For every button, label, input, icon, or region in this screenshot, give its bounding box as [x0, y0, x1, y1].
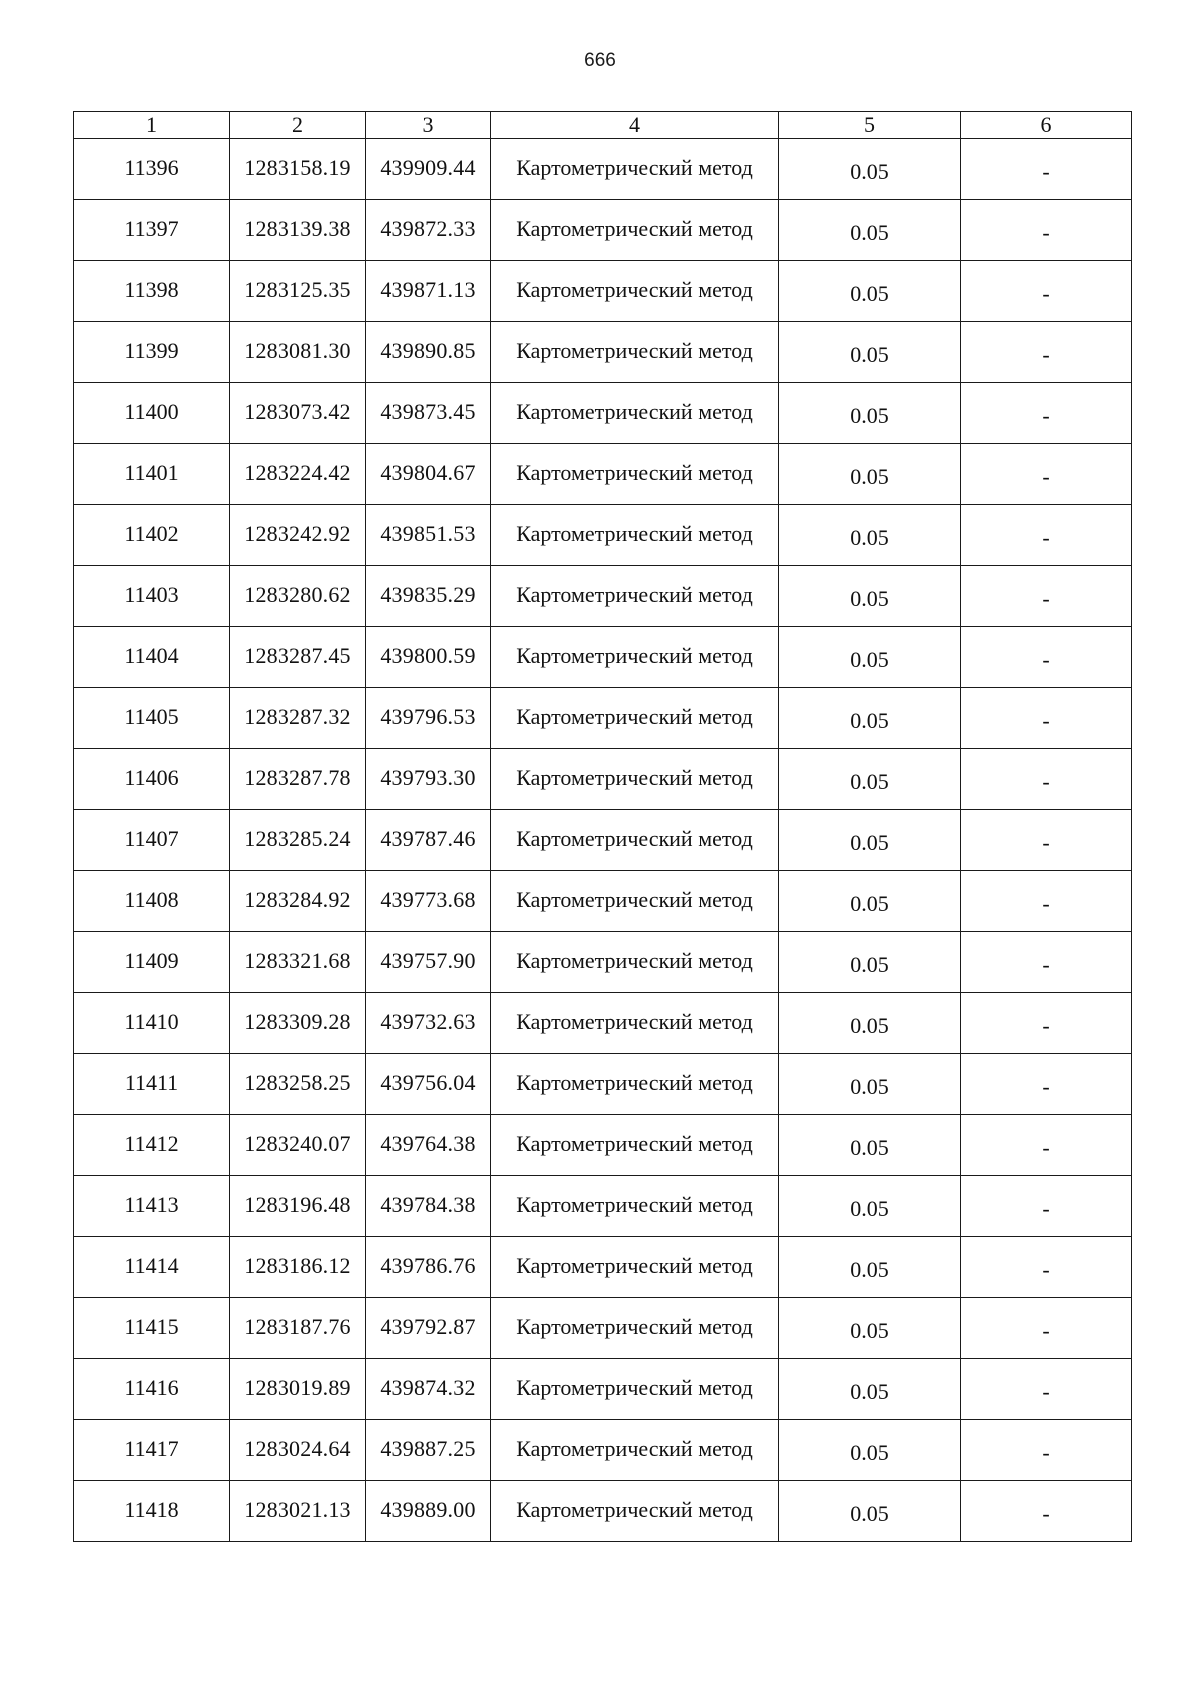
point-number-cell: 11418 — [74, 1481, 230, 1542]
x-coordinate-cell: 1283024.64 — [230, 1420, 366, 1481]
description-cell: - — [961, 1481, 1132, 1542]
table-row — [74, 871, 1132, 932]
point-number-cell: 11417 — [74, 1420, 230, 1481]
coordinates-table — [73, 111, 1132, 1542]
point-number-cell: 11415 — [74, 1298, 230, 1359]
table-row — [74, 1054, 1132, 1115]
y-coordinate-cell: 439732.63 — [366, 993, 491, 1054]
y-coordinate-cell: 439887.25 — [366, 1420, 491, 1481]
accuracy-cell: 0.05 — [779, 1115, 961, 1176]
y-coordinate-cell: 439756.04 — [366, 1054, 491, 1115]
x-coordinate-cell: 1283125.35 — [230, 261, 366, 322]
y-coordinate-cell: 439764.38 — [366, 1115, 491, 1176]
x-coordinate-cell: 1283309.28 — [230, 993, 366, 1054]
point-number-cell: 11408 — [74, 871, 230, 932]
table-row — [74, 1298, 1132, 1359]
x-coordinate-cell: 1283287.32 — [230, 688, 366, 749]
method-cell: Картометрический метод — [491, 505, 779, 566]
y-coordinate-cell: 439796.53 — [366, 688, 491, 749]
y-coordinate-cell: 439873.45 — [366, 383, 491, 444]
accuracy-cell: 0.05 — [779, 444, 961, 505]
x-coordinate-cell: 1283224.42 — [230, 444, 366, 505]
description-cell: - — [961, 566, 1132, 627]
description-cell: - — [961, 322, 1132, 383]
table-row — [74, 566, 1132, 627]
table-row — [74, 322, 1132, 383]
description-cell: - — [961, 749, 1132, 810]
description-cell: - — [961, 1176, 1132, 1237]
accuracy-cell: 0.05 — [779, 1054, 961, 1115]
x-coordinate-cell: 1283287.78 — [230, 749, 366, 810]
x-coordinate-cell: 1283186.12 — [230, 1237, 366, 1298]
accuracy-cell: 0.05 — [779, 627, 961, 688]
description-cell: - — [961, 1237, 1132, 1298]
point-number-cell: 11407 — [74, 810, 230, 871]
column-header-5: 5 — [779, 112, 961, 139]
column-header-2: 2 — [230, 112, 366, 139]
method-cell: Картометрический метод — [491, 749, 779, 810]
description-cell: - — [961, 993, 1132, 1054]
description-cell: - — [961, 871, 1132, 932]
point-number-cell: 11413 — [74, 1176, 230, 1237]
accuracy-cell: 0.05 — [779, 1481, 961, 1542]
description-cell: - — [961, 932, 1132, 993]
method-cell: Картометрический метод — [491, 322, 779, 383]
point-number-cell: 11403 — [74, 566, 230, 627]
point-number-cell: 11404 — [74, 627, 230, 688]
point-number-cell: 11416 — [74, 1359, 230, 1420]
table-row — [74, 139, 1132, 200]
method-cell: Картометрический метод — [491, 444, 779, 505]
description-cell: - — [961, 505, 1132, 566]
method-cell: Картометрический метод — [491, 1115, 779, 1176]
page-number: 666 — [584, 50, 616, 71]
x-coordinate-cell: 1283321.68 — [230, 932, 366, 993]
method-cell: Картометрический метод — [491, 993, 779, 1054]
x-coordinate-cell: 1283242.92 — [230, 505, 366, 566]
x-coordinate-cell: 1283158.19 — [230, 139, 366, 200]
point-number-cell: 11412 — [74, 1115, 230, 1176]
method-cell: Картометрический метод — [491, 1054, 779, 1115]
y-coordinate-cell: 439804.67 — [366, 444, 491, 505]
table-row — [74, 688, 1132, 749]
description-cell: - — [961, 810, 1132, 871]
accuracy-cell: 0.05 — [779, 810, 961, 871]
accuracy-cell: 0.05 — [779, 383, 961, 444]
x-coordinate-cell: 1283081.30 — [230, 322, 366, 383]
accuracy-cell: 0.05 — [779, 1237, 961, 1298]
x-coordinate-cell: 1283258.25 — [230, 1054, 366, 1115]
x-coordinate-cell: 1283280.62 — [230, 566, 366, 627]
x-coordinate-cell: 1283287.45 — [230, 627, 366, 688]
column-header-4: 4 — [491, 112, 779, 139]
method-cell: Картометрический метод — [491, 383, 779, 444]
description-cell: - — [961, 200, 1132, 261]
accuracy-cell: 0.05 — [779, 871, 961, 932]
x-coordinate-cell: 1283187.76 — [230, 1298, 366, 1359]
y-coordinate-cell: 439889.00 — [366, 1481, 491, 1542]
point-number-cell: 11411 — [74, 1054, 230, 1115]
point-number-cell: 11410 — [74, 993, 230, 1054]
accuracy-cell: 0.05 — [779, 505, 961, 566]
table-row — [74, 932, 1132, 993]
table-row — [74, 1420, 1132, 1481]
y-coordinate-cell: 439757.90 — [366, 932, 491, 993]
x-coordinate-cell: 1283285.24 — [230, 810, 366, 871]
point-number-cell: 11400 — [74, 383, 230, 444]
y-coordinate-cell: 439871.13 — [366, 261, 491, 322]
y-coordinate-cell: 439874.32 — [366, 1359, 491, 1420]
accuracy-cell: 0.05 — [779, 932, 961, 993]
method-cell: Картометрический метод — [491, 1298, 779, 1359]
point-number-cell: 11399 — [74, 322, 230, 383]
description-cell: - — [961, 1115, 1132, 1176]
table-row — [74, 810, 1132, 871]
table-body — [74, 139, 1132, 1542]
x-coordinate-cell: 1283139.38 — [230, 200, 366, 261]
table-row — [74, 444, 1132, 505]
y-coordinate-cell: 439890.85 — [366, 322, 491, 383]
x-coordinate-cell: 1283196.48 — [230, 1176, 366, 1237]
column-header-6: 6 — [961, 112, 1132, 139]
table-row — [74, 1481, 1132, 1542]
point-number-cell: 11406 — [74, 749, 230, 810]
method-cell: Картометрический метод — [491, 871, 779, 932]
x-coordinate-cell: 1283240.07 — [230, 1115, 366, 1176]
table-row — [74, 749, 1132, 810]
accuracy-cell: 0.05 — [779, 1298, 961, 1359]
description-cell: - — [961, 1054, 1132, 1115]
accuracy-cell: 0.05 — [779, 322, 961, 383]
y-coordinate-cell: 439800.59 — [366, 627, 491, 688]
method-cell: Картометрический метод — [491, 688, 779, 749]
method-cell: Картометрический метод — [491, 139, 779, 200]
table-row — [74, 261, 1132, 322]
table-row — [74, 993, 1132, 1054]
x-coordinate-cell: 1283073.42 — [230, 383, 366, 444]
column-header-1: 1 — [74, 112, 230, 139]
description-cell: - — [961, 688, 1132, 749]
table-row — [74, 627, 1132, 688]
table-row — [74, 200, 1132, 261]
table-row — [74, 1176, 1132, 1237]
method-cell: Картометрический метод — [491, 627, 779, 688]
description-cell: - — [961, 261, 1132, 322]
description-cell: - — [961, 139, 1132, 200]
description-cell: - — [961, 444, 1132, 505]
method-cell: Картометрический метод — [491, 1359, 779, 1420]
method-cell: Картометрический метод — [491, 1481, 779, 1542]
accuracy-cell: 0.05 — [779, 1359, 961, 1420]
y-coordinate-cell: 439872.33 — [366, 200, 491, 261]
description-cell: - — [961, 627, 1132, 688]
point-number-cell: 11396 — [74, 139, 230, 200]
table-header — [74, 112, 1132, 139]
point-number-cell: 11409 — [74, 932, 230, 993]
description-cell: - — [961, 1298, 1132, 1359]
description-cell: - — [961, 1359, 1132, 1420]
point-number-cell: 11402 — [74, 505, 230, 566]
method-cell: Картометрический метод — [491, 932, 779, 993]
table-row — [74, 505, 1132, 566]
point-number-cell: 11414 — [74, 1237, 230, 1298]
table-row — [74, 1359, 1132, 1420]
y-coordinate-cell: 439909.44 — [366, 139, 491, 200]
y-coordinate-cell: 439793.30 — [366, 749, 491, 810]
y-coordinate-cell: 439851.53 — [366, 505, 491, 566]
table-row — [74, 383, 1132, 444]
point-number-cell: 11398 — [74, 261, 230, 322]
y-coordinate-cell: 439773.68 — [366, 871, 491, 932]
method-cell: Картометрический метод — [491, 261, 779, 322]
method-cell: Картометрический метод — [491, 566, 779, 627]
accuracy-cell: 0.05 — [779, 1176, 961, 1237]
method-cell: Картометрический метод — [491, 810, 779, 871]
accuracy-cell: 0.05 — [779, 261, 961, 322]
x-coordinate-cell: 1283284.92 — [230, 871, 366, 932]
description-cell: - — [961, 1420, 1132, 1481]
accuracy-cell: 0.05 — [779, 139, 961, 200]
point-number-cell: 11401 — [74, 444, 230, 505]
method-cell: Картометрический метод — [491, 1420, 779, 1481]
y-coordinate-cell: 439786.76 — [366, 1237, 491, 1298]
y-coordinate-cell: 439784.38 — [366, 1176, 491, 1237]
column-header-3: 3 — [366, 112, 491, 139]
y-coordinate-cell: 439835.29 — [366, 566, 491, 627]
method-cell: Картометрический метод — [491, 200, 779, 261]
table-row — [74, 1237, 1132, 1298]
y-coordinate-cell: 439787.46 — [366, 810, 491, 871]
accuracy-cell: 0.05 — [779, 688, 961, 749]
x-coordinate-cell: 1283019.89 — [230, 1359, 366, 1420]
description-cell: - — [961, 383, 1132, 444]
method-cell: Картометрический метод — [491, 1237, 779, 1298]
x-coordinate-cell: 1283021.13 — [230, 1481, 366, 1542]
accuracy-cell: 0.05 — [779, 993, 961, 1054]
accuracy-cell: 0.05 — [779, 1420, 961, 1481]
point-number-cell: 11397 — [74, 200, 230, 261]
accuracy-cell: 0.05 — [779, 566, 961, 627]
method-cell: Картометрический метод — [491, 1176, 779, 1237]
point-number-cell: 11405 — [74, 688, 230, 749]
header-row — [74, 112, 1132, 139]
table-row — [74, 1115, 1132, 1176]
accuracy-cell: 0.05 — [779, 200, 961, 261]
accuracy-cell: 0.05 — [779, 749, 961, 810]
y-coordinate-cell: 439792.87 — [366, 1298, 491, 1359]
